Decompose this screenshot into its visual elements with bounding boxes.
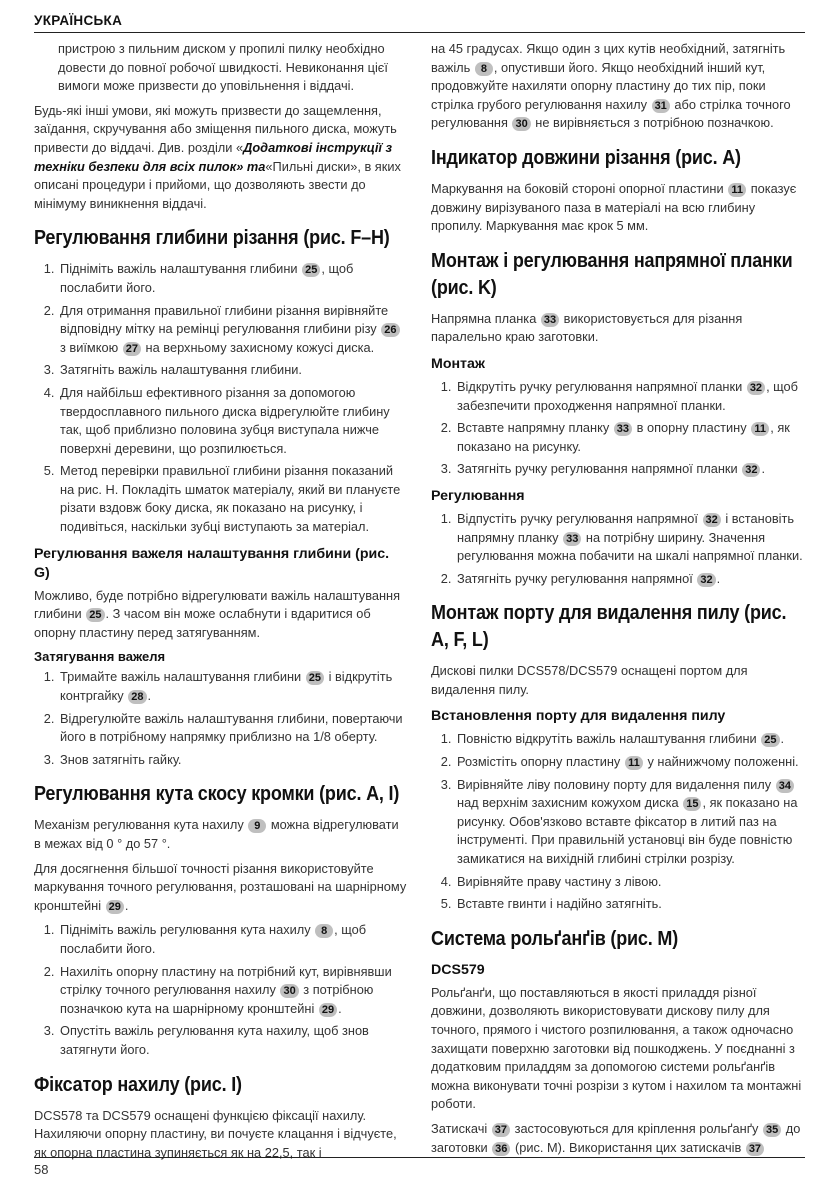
list-item: 5. Вставте гвинти і надійно затягніть. xyxy=(455,895,805,914)
detent-continued-paragraph: на 45 градусах. Якщо один з цих кутів необхідний, затягніть важіль 8 , опустивши його. Якщо необхідний інший кут, продовжуйте нахиляти опорну пластину до тих пір, поки стрілка грубого регулювання нахилу 31 або стрілка точного регулювання 30 не вирівняється з потрібною позначкою. xyxy=(431,41,791,131)
callout-badge: 9 xyxy=(248,819,266,833)
callout-badge: 8 xyxy=(315,924,333,938)
mount-steps-list xyxy=(431,378,805,479)
list-item: 2. Вставте напрямну планку 33 в опорну пластину 11 , як показано на рисунку. xyxy=(455,419,805,456)
callout-badge: 29 xyxy=(106,900,124,914)
header-divider xyxy=(34,32,805,33)
section-heading-rip-fence: Монтаж і регулювання напрямної планки (рис. K) xyxy=(431,249,793,299)
page-language-label: УКРАЇНСЬКА xyxy=(34,13,123,28)
callout-badge: 34 xyxy=(776,779,794,793)
section-heading-rail-system: Система рольґанґів (рис. M) xyxy=(431,927,679,950)
list-item: 3. Знов затягніть гайку. xyxy=(58,751,408,770)
model-heading: DCS579 xyxy=(431,961,485,978)
kickback-paragraph: Будь-які інші умови, які можуть призвести до защемлення, заїдання, скручування або зміщення пильного диска, можуть привести до віддачі. Див. розділи «Додаткові інструкції з техніки безпеки для всіх пилок» та«Пильні диски», в яких описані процедури і прийоми, що дозволяють звести до мінімуму виникнення віддачі. xyxy=(34,102,401,211)
adjust-steps-list xyxy=(431,510,805,588)
list-item: 5. Метод перевірки правильної глибини різання показаний на рис. H. Покладіть шматок матеріалу, який ви плануєте різати вздовж боку диска, як показано на рисунку, і подивіться, наскільки зубці виступають за матеріал. xyxy=(58,462,408,536)
callout-badge: 29 xyxy=(319,1003,337,1017)
callout-badge: 32 xyxy=(742,463,760,477)
callout-badge: 33 xyxy=(541,313,559,327)
fence-paragraph: Напрямна планка 33 використовується для різання паралельно краю заготовки. xyxy=(431,310,743,345)
list-item: 4. Для найбільш ефективного різання за допомогою твердосплавного пильного диска відрегулюйте глибину так, щоб приблизно половина зубця виступала нижче поверхні деревини, що розпилюється. xyxy=(58,384,408,458)
callout-badge: 32 xyxy=(703,513,721,527)
callout-badge: 36 xyxy=(492,1142,510,1156)
lever-paragraph: Можливо, буде потрібно відрегулювати важіль налаштування глибини 25 . З часом він може ослабнути і вдаритися об опорну пластину перед затягуванням. xyxy=(34,587,401,640)
page-number: 58 xyxy=(34,1162,49,1177)
detent-paragraph: DCS578 та DCS579 оснащені функцією фіксації нахилу. Нахиляючи опорну пластину, ви почуєте клацання і відчуєте, як опорна пластина зупиняється як на 22,5, так і xyxy=(34,1107,397,1160)
continued-paragraph: пристрою з пильним диском у пропилі пилку необхідно довести до повної робочої швидкості. Невиконання цієї вимоги може призвести до уповільнення і віддачі. xyxy=(58,41,388,94)
indicator-paragraph: Маркування на боковій стороні опорної пластини 11 показує довжину вирізуваного паза в матеріалі на всю глибину пропилу. Маркування має крок 5 мм. xyxy=(431,180,797,234)
section-heading-dust-port: Монтаж порту для видалення пилу (рис. A, F, L) xyxy=(431,602,787,652)
subheading-adjust: Регулювання xyxy=(431,487,525,504)
right-column xyxy=(431,40,805,1163)
callout-badge: 37 xyxy=(746,1142,764,1156)
callout-badge: 31 xyxy=(652,99,670,113)
list-item: 1. Повністю відкрутіть важіль налаштування глибини 25 . xyxy=(455,730,805,749)
list-item: 1. Підніміть важіль регулювання кута нахилу 8 , щоб послабити його. xyxy=(58,921,408,958)
list-item: 3. Вирівняйте ліву половину порту для видалення пилу 34 над верхнім захисним кожухом диска 15 , як показано на рисунку. Обов'язково вставте фіксатор в литий паз на інструменті. При правильній установці він буде повністю замикатися на вихідній глибині стрілки розрізу. xyxy=(455,776,805,869)
list-item: 1. Тримайте важіль налаштування глибини 25 і відкрутіть контргайку 28 . xyxy=(58,668,408,705)
bevel-paragraph-1: Механізм регулювання кута нахилу 9 можна відрегулювати в межах від 0 ° до 57 °. xyxy=(34,817,399,851)
callout-badge: 11 xyxy=(625,756,643,770)
callout-badge: 28 xyxy=(128,690,146,704)
section-heading-depth: Регулювання глибини різання (рис. F–H) xyxy=(34,227,390,250)
callout-badge: 25 xyxy=(302,263,320,277)
callout-badge: 32 xyxy=(747,381,765,395)
callout-badge: 37 xyxy=(492,1123,510,1137)
subheading-dust-install: Встановлення порту для видалення пилу xyxy=(431,708,726,725)
subheading-lever-adjust: Регулювання важеля налаштування глибини (рис. G) xyxy=(34,545,390,581)
depth-steps-list xyxy=(34,260,408,536)
callout-badge: 25 xyxy=(306,671,324,685)
list-item: 4. Вирівняйте праву частину з лівою. xyxy=(455,873,805,892)
list-item: 2. Для отримання правильної глибини різання вирівняйте відповідну мітку на ремінці регулювання глибини різу 26 з виїмкою 27 на верхньому захисному кожусі диска. xyxy=(58,302,408,358)
callout-badge: 30 xyxy=(280,984,298,998)
clamp-paragraph: Затискачі 37 застосовуються для кріплення рольґанґу 35 до заготовки 36 (рис. M). Використання цих затискачів 37 xyxy=(431,1120,801,1155)
subheading-mount: Монтаж xyxy=(431,355,485,372)
list-item: 1. Відпустіть ручку регулювання напрямної 32 і встановіть напрямну планку 33 на потрібну ширину. Значення регулювання можна побачити на шкалі напрямної планки. xyxy=(455,510,805,566)
callout-badge: 26 xyxy=(381,323,399,337)
dust-steps-list xyxy=(431,730,805,913)
section-heading-cut-length: Індикатор довжини різання (рис. A) xyxy=(431,146,741,169)
list-item: 3. Затягніть ручку регулювання напрямної планки 32 . xyxy=(455,460,805,479)
list-item: 1. Відкрутіть ручку регулювання напрямної планки 32 , щоб забезпечити проходження напрямної планки. xyxy=(455,378,805,415)
list-item: 2. Нахиліть опорну пластину на потрібний кут, вирівнявши стрілку точного регулювання нахилу 30 з потрібною позначкою кута на шарнірному кронштейні 29 . xyxy=(58,963,408,1019)
callout-badge: 15 xyxy=(683,797,701,811)
list-item: 2. Відрегулюйте важіль налаштування глибини, повертаючи його в потрібному напрямку приблизно на 1/8 оберту. xyxy=(58,710,408,747)
bevel-steps-list xyxy=(34,921,408,1059)
callout-badge: 33 xyxy=(563,532,581,546)
list-item: 1. Підніміть важіль налаштування глибини 25 , щоб послабити його. xyxy=(58,260,408,297)
footer-divider xyxy=(34,1157,805,1158)
callout-badge: 11 xyxy=(728,183,746,197)
section-heading-bevel: Регулювання кута скосу кромки (рис. A, I) xyxy=(34,783,400,806)
list-item: 2. Розмістіть опорну пластину 11 у найнижчому положенні. xyxy=(455,753,805,772)
callout-badge: 25 xyxy=(86,608,104,622)
list-item: 2. Затягніть ручку регулювання напрямної 32 . xyxy=(455,570,805,589)
rail-paragraph: Рольґанґи, що поставляються в якості приладдя різної довжини, дозволяють використовувати дискову пилу для точного, прямого і чистого розпилювання, а також одночасно захищати поверхню заготовки від пошкоджень. У поєднанні з додатковим приладдям за допомогою системи рольґанґів можна виконувати точні розрізи з кутом і нахилом та монтажні роботи. xyxy=(431,984,802,1112)
tighten-steps-list xyxy=(34,668,408,769)
callout-badge: 8 xyxy=(475,62,493,76)
section-heading-bevel-detent: Фіксатор нахилу (рис. I) xyxy=(34,1073,242,1096)
dust-paragraph: Дискові пилки DCS578/DCS579 оснащені портом для видалення пилу. xyxy=(431,663,748,697)
left-column xyxy=(34,40,408,1168)
callout-badge: 35 xyxy=(763,1123,781,1137)
subheading-tighten-lever: Затягування важеля xyxy=(34,649,166,665)
list-item: 3. Опустіть важіль регулювання кута нахилу, щоб знов затягнути його. xyxy=(58,1022,408,1059)
callout-badge: 33 xyxy=(614,422,632,436)
callout-badge: 30 xyxy=(512,117,530,131)
list-item: 3. Затягніть важіль налаштування глибини. xyxy=(58,361,408,380)
callout-badge: 27 xyxy=(123,342,141,356)
callout-badge: 11 xyxy=(751,422,769,436)
bevel-paragraph-2: Для досягнення більшої точності різання використовуйте маркування точного регулювання, розташовані на шарнірному кронштейні 29 . xyxy=(34,860,407,913)
callout-badge: 32 xyxy=(697,573,715,587)
callout-badge: 25 xyxy=(761,733,779,747)
